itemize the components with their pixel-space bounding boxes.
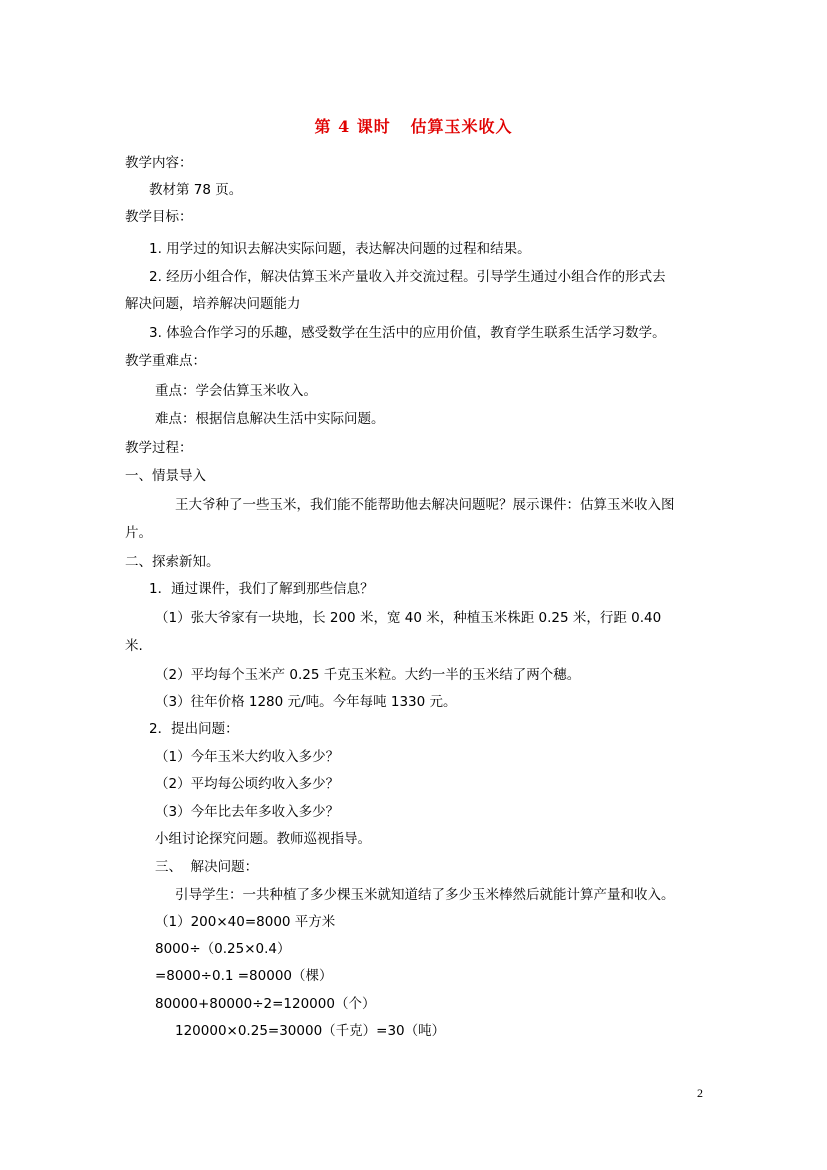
paragraph-line: 3. 体验合作学习的乐趣，感受数学在生活中的应用价值，教育学生联系生活学习数学。 bbox=[149, 325, 666, 341]
paragraph-line: 难点：根据信息解决生活中实际问题。 bbox=[155, 411, 385, 427]
paragraph-line: （1）张大爷家有一块地，长 200 米，宽 40 米，种植玉米株距 0.25 米，行距 0.40 bbox=[155, 610, 662, 626]
paragraph-line: 米. bbox=[125, 638, 143, 654]
paragraph-line: （1）今年玉米大约收入多少？ bbox=[155, 749, 340, 765]
section-heading-solve: 三、 解决问题： bbox=[155, 859, 259, 875]
section-heading-explore: 二、探索新知。 bbox=[125, 554, 220, 570]
paragraph-line: （2）平均每公顷约收入多少？ bbox=[155, 776, 340, 792]
paragraph-line: 王大爷种了一些玉米，我们能不能帮助他去解决问题呢？展示课件：估算玉米收入图 bbox=[175, 497, 675, 513]
section-heading-process: 教学过程： bbox=[125, 440, 193, 456]
paragraph-line: 引导学生：一共种植了多少棵玉米就知道结了多少玉米棒然后就能计算产量和收入。 bbox=[175, 887, 675, 903]
section-heading-content: 教学内容： bbox=[125, 155, 193, 171]
calculation-line: 80000+80000÷2=120000（个） bbox=[155, 996, 376, 1012]
calculation-line: =8000÷0.1 =80000（棵） bbox=[155, 968, 333, 984]
paragraph-line: 2．提出问题： bbox=[149, 721, 239, 737]
paragraph-line: 重点：学会估算玉米收入。 bbox=[155, 383, 317, 399]
paragraph-line: 教材第 78 页。 bbox=[149, 182, 243, 198]
paragraph-line: （3）往年价格 1280 元/吨。今年每吨 1330 元。 bbox=[155, 694, 457, 710]
paragraph-line: 1. 用学过的知识去解决实际问题，表达解决问题的过程和结果。 bbox=[149, 241, 531, 257]
paragraph-line: 小组讨论探究问题。教师巡视指导。 bbox=[155, 831, 371, 847]
paragraph-line: 1．通过课件，我们了解到那些信息？ bbox=[149, 581, 374, 597]
section-heading-intro: 一、情景导入 bbox=[125, 468, 206, 484]
paragraph-line: 解决问题，培养解决问题能力 bbox=[125, 296, 301, 312]
paragraph-line: （3）今年比去年多收入多少？ bbox=[155, 804, 340, 820]
calculation-line: （1）200×40=8000 平方米 bbox=[155, 914, 336, 930]
lesson-title: 第 4 课时 估算玉米收入 bbox=[314, 117, 513, 136]
section-heading-keypoints: 教学重难点： bbox=[125, 353, 206, 369]
paragraph-line: （2）平均每个玉米产 0.25 千克玉米粒。大约一半的玉米结了两个穗。 bbox=[155, 667, 581, 683]
paragraph-line: 2. 经历小组合作，解决估算玉米产量收入并交流过程。引导学生通过小组合作的形式去 bbox=[149, 269, 666, 285]
calculation-line: 8000÷（0.25×0.4） bbox=[155, 941, 291, 957]
paragraph-line: 片。 bbox=[125, 525, 152, 541]
section-heading-objectives: 教学目标： bbox=[125, 209, 193, 225]
page-number: 2 bbox=[697, 1086, 703, 1100]
calculation-line: 120000×0.25=30000（千克）=30（吨） bbox=[175, 1023, 446, 1039]
